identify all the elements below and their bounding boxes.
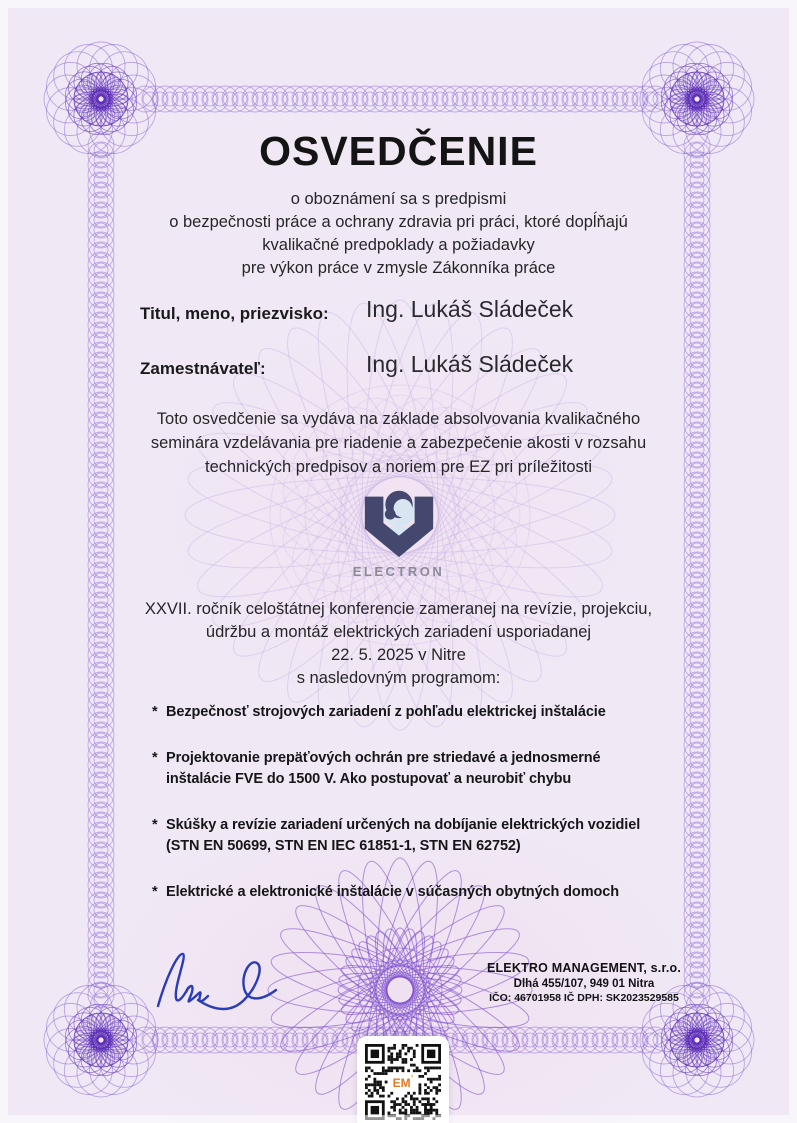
company-name: ELEKTRO MANAGEMENT, s.r.o.: [486, 961, 682, 975]
company-registration: IČO: 46701958 IČ DPH: SK2023529585: [489, 992, 679, 1004]
certificate-subtitle: [0, 188, 797, 280]
program-item-line: Elektrické a elektronické inštalácie v súčasných obytných domoch: [166, 884, 619, 900]
program-item: [152, 815, 672, 857]
intro-line: technických predpisov a noriem pre EZ pri príležitosti: [205, 458, 592, 476]
event-line: s nasledovným programom:: [296, 669, 501, 687]
program-item-line: Skúšky a revízie zariadení určených na dobíjanie elektrických vozidiel: [166, 817, 641, 833]
subtitle-line: o bezpečnosti práce a ochrany zdravia pri práci, ktoré dopĺňajú: [169, 213, 628, 231]
qr-code-card: [357, 1036, 449, 1123]
program-item: [152, 748, 672, 790]
event-line: XXVII. ročník celoštátnej konferencie zameranej na revízie, projekciu,: [144, 600, 653, 618]
intro-line: Toto osvedčenie sa vydáva na základe absolvovania kvalikačného: [156, 410, 641, 428]
qr-center-logo: EM’: [392, 1073, 414, 1090]
certificate-intro: [0, 407, 797, 479]
program-item-line: inštalácie FVE do 1500 V. Ako postupovať a neurobiť chybu: [166, 771, 572, 787]
program-item-line: Projektovanie prepäťových ochrán pre striedavé a jednosmerné: [166, 750, 601, 766]
employer-field-value: Ing. Lukáš Sládeček: [366, 351, 574, 377]
subtitle-line: o oboznámení sa s predpismi: [290, 190, 507, 208]
qr-logo-mark: ’: [410, 1073, 414, 1085]
bullet-asterisk: *: [152, 817, 158, 833]
event-line: údržbu a montáž elektrických zariadení usporiadanej: [205, 623, 592, 641]
event-line: 22. 5. 2025 v Nitre: [331, 646, 466, 664]
employer-field-label: Zamestnávateľ:: [140, 359, 266, 378]
subtitle-line: pre výkon práce v zmysle Zákonníka práce: [241, 259, 556, 277]
company-info: [474, 961, 694, 1004]
bullet-asterisk: *: [152, 750, 158, 766]
program-item-line: (STN EN 50699, STN EN IEC 61851-1, STN EN 62752): [166, 838, 521, 854]
electron-logo-text: ELECTRON: [352, 564, 445, 579]
company-address: Dlhá 455/107, 949 01 Nitra: [513, 978, 655, 990]
name-field-value: Ing. Lukáš Sládeček: [366, 296, 574, 322]
qr-code: [365, 1044, 441, 1120]
certificate-title: OSVEDČENIE: [259, 128, 538, 174]
bullet-asterisk: *: [152, 704, 158, 720]
event-description: [0, 598, 797, 690]
program-item: [152, 702, 672, 723]
program-item: [152, 882, 672, 903]
intro-line: seminára vzdelávania pre riadenie a zabezpečenie akosti v rozsahu: [150, 434, 647, 452]
bullet-asterisk: *: [152, 884, 158, 900]
electron-logo: [0, 480, 797, 579]
handwritten-signature: [128, 938, 318, 1028]
program-list: [152, 702, 672, 903]
name-field-label: Titul, meno, priezvisko:: [140, 304, 329, 323]
subtitle-line: kvalikačné predpoklady a požiadavky: [262, 236, 535, 254]
program-item-line: Bezpečnosť strojových zariadení z pohľadu elektrickej inštalácie: [166, 704, 606, 720]
electron-logo-icon: [350, 480, 448, 562]
